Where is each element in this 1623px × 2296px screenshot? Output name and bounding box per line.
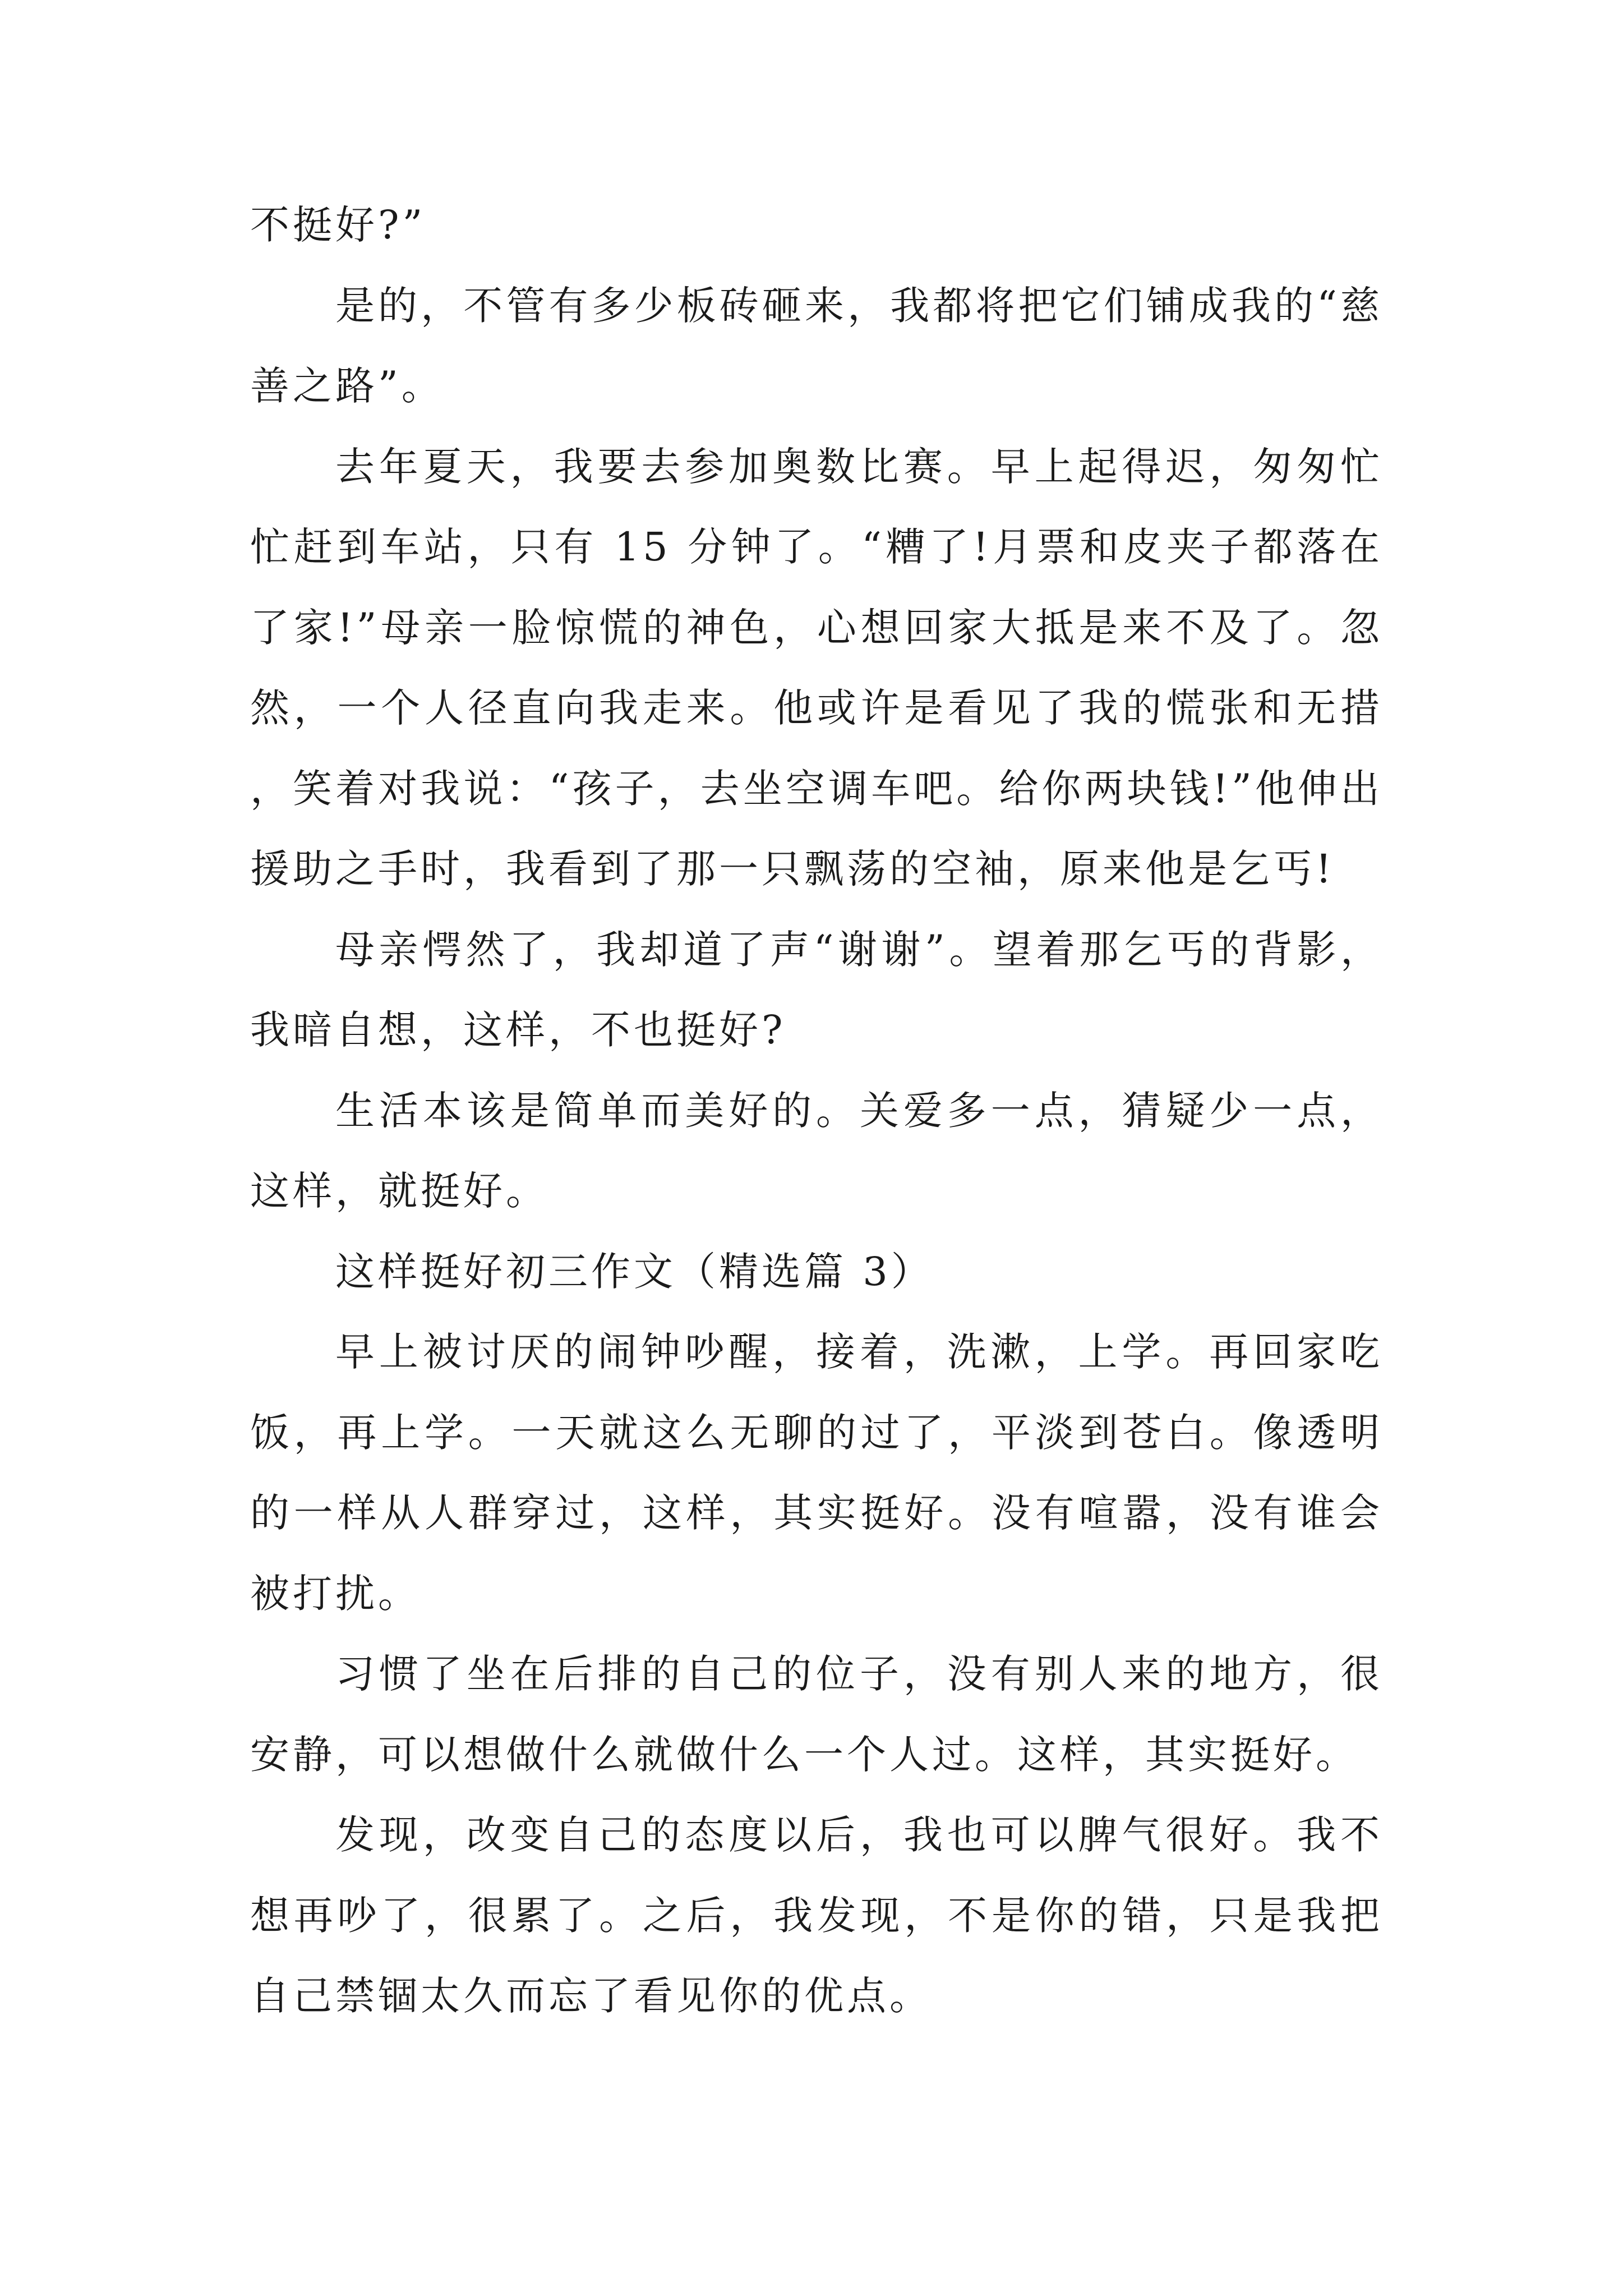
- paragraph: 生活本该是简单而美好的。关爱多一点，猜疑少一点，这样，就挺好。: [250, 1087, 1383, 1214]
- document-body: [250, 185, 1383, 2037]
- paragraph: 母亲愕然了，我却道了声“谢谢”。望着那乞丐的背影，我暗自想，这样，不也挺好?: [250, 926, 1383, 1053]
- paragraph: 习惯了坐在后排的自己的位子，没有别人来的地方，很安静，可以想做什么就做什么一个人过。这样，其实挺好。: [250, 1651, 1383, 1778]
- paragraph: 是的，不管有多少板砖砸来，我都将把它们铺成我的“慈善之路”。: [250, 282, 1383, 409]
- paragraph: 早上被讨厌的闹钟吵醒，接着，洗漱，上学。再回家吃饭，再上学。一天就这么无聊的过了，平淡到苍白。像透明的一样从人群穿过，这样，其实挺好。没有喧嚣，没有谁会被打扰。: [250, 1329, 1383, 1617]
- paragraph-continuation: 不挺好?”: [250, 202, 426, 248]
- section-heading: 这样挺好初三作文（精选篇 3）: [335, 1248, 934, 1295]
- paragraph: 去年夏天，我要去参加奥数比赛。早上起得迟，匆匆忙忙赶到车站，只有 15 分钟了。“糟了!月票和皮夹子都落在了家!”母亲一脸惊慌的神色，心想回家大抵是来不及了。忽然，一个人径直向我走来。他或许是看见了我的慌张和无措，笑着对我说：“孩子，去坐空调车吧。给你两块钱!”他伸出援助之手时，我看到了那一只飘荡的空袖，原来他是乞丐!: [250, 443, 1383, 892]
- paragraph: 发现，改变自己的态度以后，我也可以脾气很好。我不想再吵了，很累了。之后，我发现，不是你的错，只是我把自己禁锢太久而忘了看见你的优点。: [250, 1812, 1383, 2019]
